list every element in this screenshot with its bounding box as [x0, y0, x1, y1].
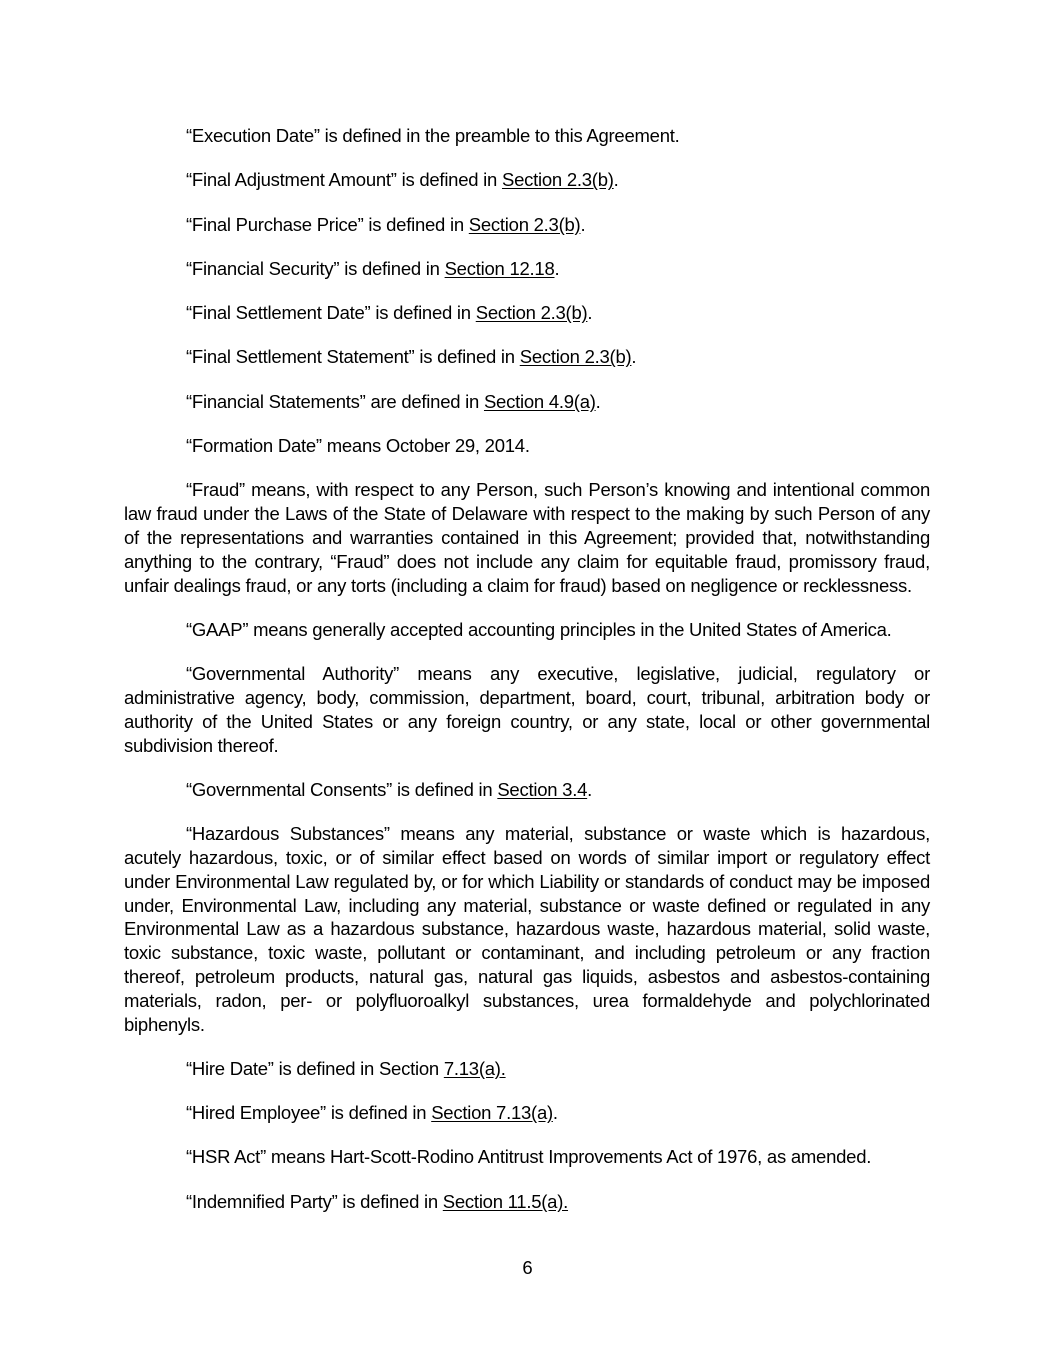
definition-hired-employee [124, 1101, 930, 1125]
definitions-body [124, 124, 930, 1234]
section-reference: Section 2.3(b) [468, 213, 581, 235]
definition-text: “Hire Date” is defined in Section [186, 1057, 444, 1079]
definition-tail: . [554, 257, 560, 279]
section-reference: Section 4.9(a) [483, 390, 596, 412]
definition-formation-date [124, 434, 930, 458]
section-reference: Section 11.5(a). [442, 1190, 569, 1212]
definition-tail: . [587, 302, 593, 324]
definition-text: “HSR Act” means Hart-Scott-Rodino Antitrust Improvements Act of 1976, as amended. [186, 1146, 872, 1168]
definition-hire-date [124, 1057, 930, 1081]
definition-text: “GAAP” means generally accepted accounting principles in the United States of America. [186, 618, 892, 640]
definition-text: “Financial Statements” are defined in [186, 390, 484, 412]
definition-tail: . [595, 390, 601, 412]
definition-financial-security [124, 257, 930, 281]
definition-text: “Final Purchase Price” is defined in [186, 213, 469, 235]
definition-indemnified-party [124, 1190, 930, 1214]
definition-text: “Hired Employee” is defined in [186, 1102, 432, 1124]
definition-hsr-act [124, 1145, 930, 1169]
definition-fraud [124, 478, 930, 597]
definition-final-adjustment-amount [124, 168, 930, 192]
definition-text: “Execution Date” is defined in the preamble to this Agreement. [186, 125, 680, 146]
section-reference: Section 2.3(b) [519, 346, 632, 368]
definition-tail: . [580, 213, 586, 235]
definition-text: “Indemnified Party” is defined in [186, 1190, 443, 1212]
definition-text: “Hazardous Substances” means any material, substance or waste which is hazardous, acutely hazardous, toxic, or of similar effect based on words of similar import or regulatory effect under Environmental Law regulated by, or for which Liability or standards of conduct may be imposed under, Environmental Law, including any material, substance or waste defined or regulated in any Environmental Law as a hazardous substance, hazardous waste, hazardous material, solid waste, toxic substance, toxic waste, pollutant or contaminant, and including petroleum or any fraction thereof, petroleum products, natural gas, natural gas liquids, asbestos and asbestos-containing materials, radon, per- or polyfluoroalkyl substances, urea formaldehyde and polychlorinated biphenyls. [124, 823, 930, 1035]
definition-text: “Final Adjustment Amount” is defined in [186, 169, 502, 191]
definition-text: “Fraud” means, with respect to any Person, such Person’s knowing and intentional common law fraud under the Laws of the State of Delaware with respect to the making by such Person of any of the representations and warranties contained in this Agreement; provided that, notwithstanding anything to the contrary, “Fraud” does not include any claim for equitable fraud, promissory fraud, unfair dealings fraud, or any torts (including a claim for fraud) based on negligence or recklessness. [124, 479, 930, 596]
definition-text: “Formation Date” means October 29, 2014. [186, 435, 530, 457]
definition-gaap [124, 618, 930, 642]
section-reference: 7.13(a). [443, 1057, 506, 1079]
definition-final-purchase-price [124, 213, 930, 237]
definition-text: “Governmental Authority” means any executive, legislative, judicial, regulatory or administrative agency, body, commission, department, board, court, tribunal, arbitration body or authority of the United States or any foreign country, or any state, local or other governmental subdivision thereof. [124, 663, 930, 756]
section-reference: Section 2.3(b) [475, 302, 588, 324]
definition-tail: . [587, 778, 593, 800]
section-reference: Section 2.3(b) [501, 169, 614, 191]
page-number: 6 [522, 1257, 533, 1278]
definition-text: “Governmental Consents” is defined in [186, 778, 498, 800]
definition-execution-date [124, 124, 930, 148]
section-reference: Section 3.4 [497, 778, 588, 800]
definition-text: “Final Settlement Date” is defined in [186, 302, 476, 324]
definition-text: “Financial Security” is defined in [186, 257, 445, 279]
section-reference: Section 7.13(a) [431, 1102, 553, 1124]
definition-financial-statements [124, 390, 930, 414]
definition-text: “Final Settlement Statement” is defined in [186, 346, 520, 368]
definition-governmental-authority [124, 662, 930, 757]
definition-tail: . [613, 169, 619, 191]
definition-tail: . [552, 1102, 558, 1124]
definition-final-settlement-statement [124, 345, 930, 369]
definition-final-settlement-date [124, 301, 930, 325]
definition-tail: . [631, 346, 637, 368]
section-reference: Section 12.18 [444, 257, 555, 279]
definition-hazardous-substances [124, 822, 930, 1036]
definition-governmental-consents [124, 778, 930, 802]
